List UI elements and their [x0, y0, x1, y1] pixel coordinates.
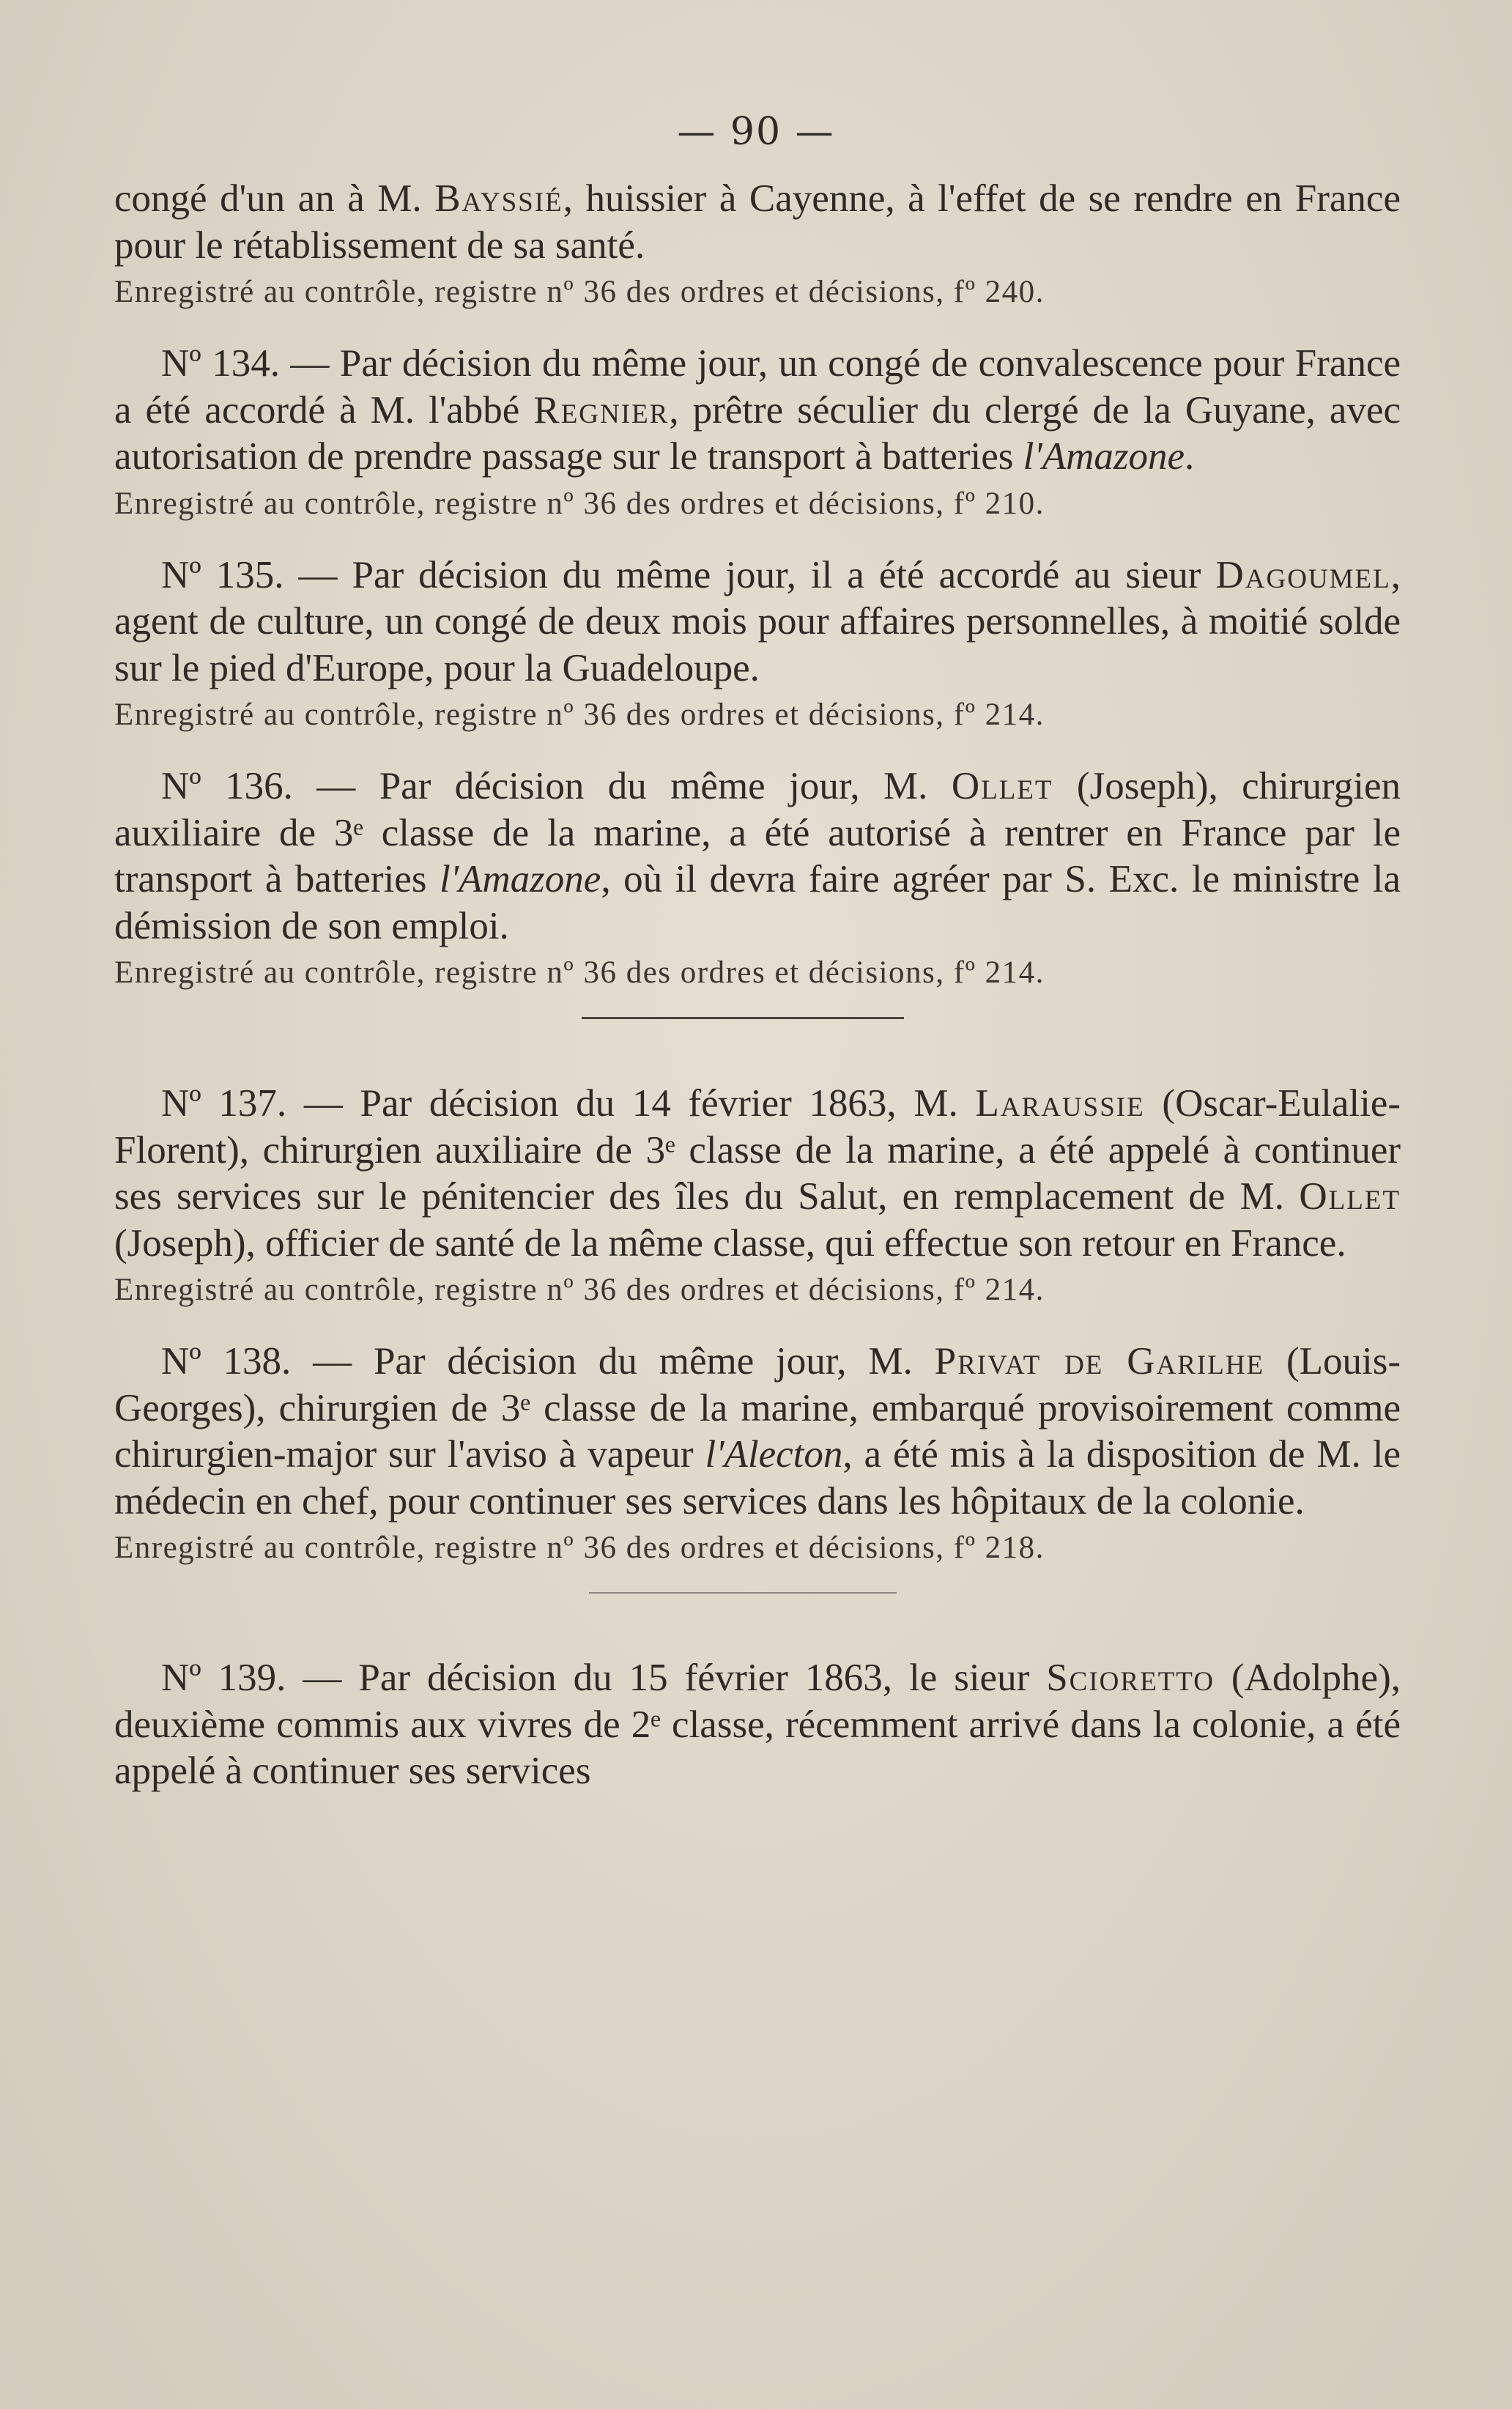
registration-note: Enregistré au contrôle, registre nº 36 des ordres et décisions, fº 210.	[114, 486, 1045, 521]
registration-note: Enregistré au contrôle, registre nº 36 des ordres et décisions, fº 214.	[114, 955, 1045, 990]
entry-135-text: Nº 135. — Par décision du même jour, il a été accordé au sieur Dagoumel, agent de culture, un congé de deux mois pour affaires personnelles, à moitié solde sur le pied d'Europe, pour la Guadeloupe.	[114, 553, 1401, 689]
entry-138-text: Nº 138. — Par décision du même jour, M. Privat de Garilhe (Louis-Georges), chirurgien de 3ᵉ classe de la marine, embarqué provisoirement comme chirurgien-major sur l'aviso à vapeur l'Alecton, a été mis à la disposition de M. le médecin en chef, pour continuer ses services dans les hôpitaux de la colonie.	[114, 1340, 1401, 1522]
registration-note: Enregistré au contrôle, registre nº 36 des ordres et décisions, fº 240.	[114, 275, 1045, 309]
page-content	[114, 176, 1401, 1795]
section-divider	[582, 1017, 904, 1019]
page-number: — 90 —	[677, 110, 835, 154]
entry-136-text: Nº 136. — Par décision du même jour, M. Ollet (Joseph), chirurgien auxiliaire de 3ᵉ classe de la marine, a été autorisé à rentrer en France par le transport à batteries l'Amazone, où il devra faire agréer par S. Exc. le ministre la démission de son emploi.	[114, 765, 1401, 947]
entry-137-text: Nº 137. — Par décision du 14 février 1863, M. Laraussie (Oscar-Eulalie-Florent), chirurgien auxiliaire de 3ᵉ classe de la marine, a été appelé à continuer ses services sur le pénitencier des îles du Salut, en remplacement de M. Ollet (Joseph), officier de santé de la même classe, qui effectue son retour en France.	[114, 1082, 1401, 1265]
entry-134-text: Nº 134. — Par décision du même jour, un congé de convalescence pour France a été accordé à M. l'abbé Regnier, prêtre séculier du clergé de la Guyane, avec autorisation de prendre passage sur le transport à batteries l'Amazone.	[114, 342, 1401, 478]
registration-note: Enregistré au contrôle, registre nº 36 des ordres et décisions, fº 214.	[114, 697, 1045, 732]
registration-note: Enregistré au contrôle, registre nº 36 des ordres et décisions, fº 218.	[114, 1531, 1045, 1565]
entry-139-text: Nº 139. — Par décision du 15 février 1863, le sieur Scioretto (Adolphe), deuxième commis aux vivres de 2ᵉ classe, récemment arrivé dans la colonie, a été appelé à continuer ses services	[114, 1657, 1401, 1792]
section-divider	[589, 1592, 897, 1594]
registration-note: Enregistré au contrôle, registre nº 36 des ordres et décisions, fº 214.	[114, 1273, 1045, 1307]
entry-continued-text: congé d'un an à M. Bayssié, huissier à Cayenne, à l'effet de se rendre en France pour le rétablissement de sa santé.	[114, 177, 1401, 267]
